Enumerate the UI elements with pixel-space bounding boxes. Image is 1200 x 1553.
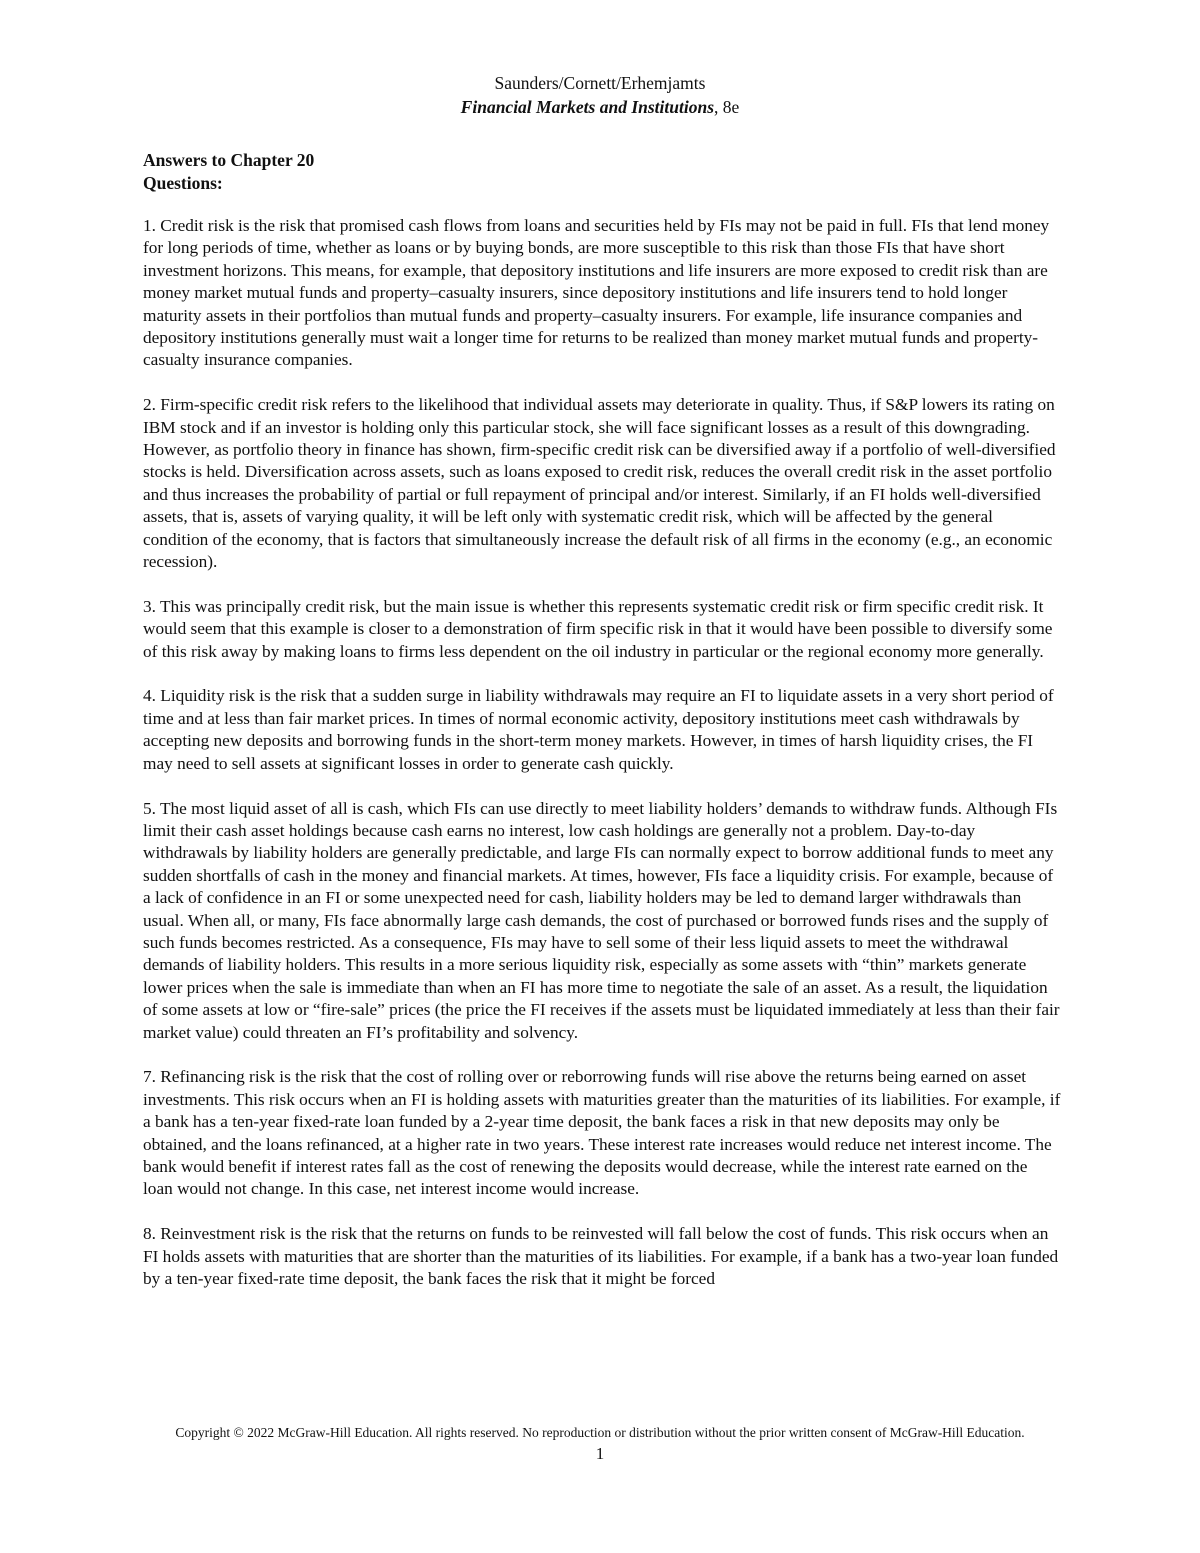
answer-8: 8. Reinvestment risk is the risk that the returns on funds to be reinvested will fall below the cost of funds. This risk occurs when an FI holds assets with maturities that are shorter than the maturities of its liabilities. For example, if a bank has a two-year loan funded by a ten-year fixed-rate time deposit, the bank faces the risk that it might be forced xyxy=(143,1224,1059,1288)
answers-body xyxy=(143,215,1061,1313)
answer-1: 1. Credit risk is the risk that promised cash flows from loans and securities held by FIs may not be paid in full. FIs that lend money for long periods of time, whether as loans or by buying bonds, are more susceptible to this risk than those FIs that have short investment horizons. This means, for example, that depository institutions and life insurers are more exposed to credit risk than are money market mutual funds and property–casualty insurers, since depository institutions and life insurers tend to hold longer maturity assets in their portfolios than mutual funds and property–casualty insurers. For example, life insurance companies and depository institutions generally must wait a longer time for returns to be realized than money market mutual funds and property-casualty insurance companies. xyxy=(143,216,1050,370)
edition: , 8e xyxy=(714,97,740,117)
answer-5: 5. The most liquid asset of all is cash, which FIs can use directly to meet liability holders’ demands to withdraw funds. Although FIs limit their cash asset holdings because cash earns no interest, low cash holdings are generally not a problem. Day-to-day withdrawals by liability holders are generally predictable, and large FIs can normally expect to borrow additional funds to meet any sudden shortfalls of cash in the money and financial markets. At times, however, FIs face a liquidity crisis. For example, because of a lack of confidence in an FI or some unexpected need for cash, liability holders may be led to demand larger withdrawals than usual. When all, or many, FIs face abnormally large cash demands, the cost of purchased or borrowed funds rises and the supply of such funds becomes restricted. As a consequence, FIs may have to sell some of their less liquid assets to meet the withdrawal demands of liability holders. This results in a more serious liquidity risk, especially as some assets with “thin” markets generate lower prices when the sale is immediate than when an FI has more time to negotiate the sale of an asset. As a result, the liquidation of some assets at low or “fire-sale” prices (the price the FI receives if the assets must be liquidated immediately at less than their fair market value) could threaten an FI’s profitability and solvency. xyxy=(143,798,1060,1042)
authors: Saunders/Cornett/Erhemjamts xyxy=(494,73,706,93)
answer-7: 7. Refinancing risk is the risk that the cost of rolling over or reborrowing funds will rise above the returns being earned on asset investments. This risk occurs when an FI is holding assets with maturities greater than the maturities of its liabilities. For example, if a bank has a ten-year fixed-rate loan funded by a 2-year time deposit, the bank faces a risk in that new deposits may only be obtained, and the loans refinanced, at a higher rate in two years. These interest rate increases would reduce net interest income. The bank would benefit if interest rates fall as the cost of renewing the deposits would decrease, while the interest rate earned on the loan would not change. In this case, net interest income would increase. xyxy=(143,1067,1061,1199)
answer-3: 3. This was principally credit risk, but the main issue is whether this represents systematic credit risk or firm specific credit risk. It would seem that this example is closer to a demonstration of firm specific risk in that it would have been possible to diversify some of this risk away by making loans to firms less dependent on the oil industry in particular or the regional economy more generally. xyxy=(143,596,1053,661)
chapter-heading xyxy=(143,149,314,195)
answer-4: 4. Liquidity risk is the risk that a sudden surge in liability withdrawals may require an FI to liquidate assets in a very short period of time and at less than fair market prices. In times of normal economic activity, depository institutions meet cash withdrawals by accepting new deposits and borrowing funds in the short-term money markets. However, in times of harsh liquidity crises, the FI may need to sell assets at significant losses in order to generate cash quickly. xyxy=(143,686,1054,773)
questions-label: Questions: xyxy=(143,173,223,193)
page-header xyxy=(0,71,1200,119)
page-number: 1 xyxy=(595,1444,605,1463)
answer-2: 2. Firm-specific credit risk refers to the likelihood that individual assets may deteriorate in quality. Thus, if S&P lowers its rating on IBM stock and if an investor is holding only this particular stock, she will face significant losses as a result of this downgrading. However, as portfolio theory in finance has shown, firm-specific credit risk can be diversified away if a portfolio of well-diversified stocks is held. Diversification across assets, such as loans exposed to credit risk, reduces the overall credit risk in the asset portfolio and thus increases the probability of partial or full repayment of principal and/or interest. Similarly, if an FI holds well-diversified assets, that is, assets of varying quality, it will be left only with systematic credit risk, which will be affected by the general condition of the economy, that is factors that simultaneously increase the default risk of all firms in the economy (e.g., an economic recession). xyxy=(143,395,1056,572)
book-title: Financial Markets and Institutions xyxy=(460,97,715,117)
chapter-title: Answers to Chapter 20 xyxy=(143,150,315,170)
book-title-line xyxy=(0,95,1200,119)
page-footer xyxy=(0,1424,1200,1465)
copyright-notice: Copyright © 2022 McGraw-Hill Education. All rights reserved. No reproduction or distribution without the prior written consent of McGraw-Hill Education. xyxy=(175,1425,1025,1440)
